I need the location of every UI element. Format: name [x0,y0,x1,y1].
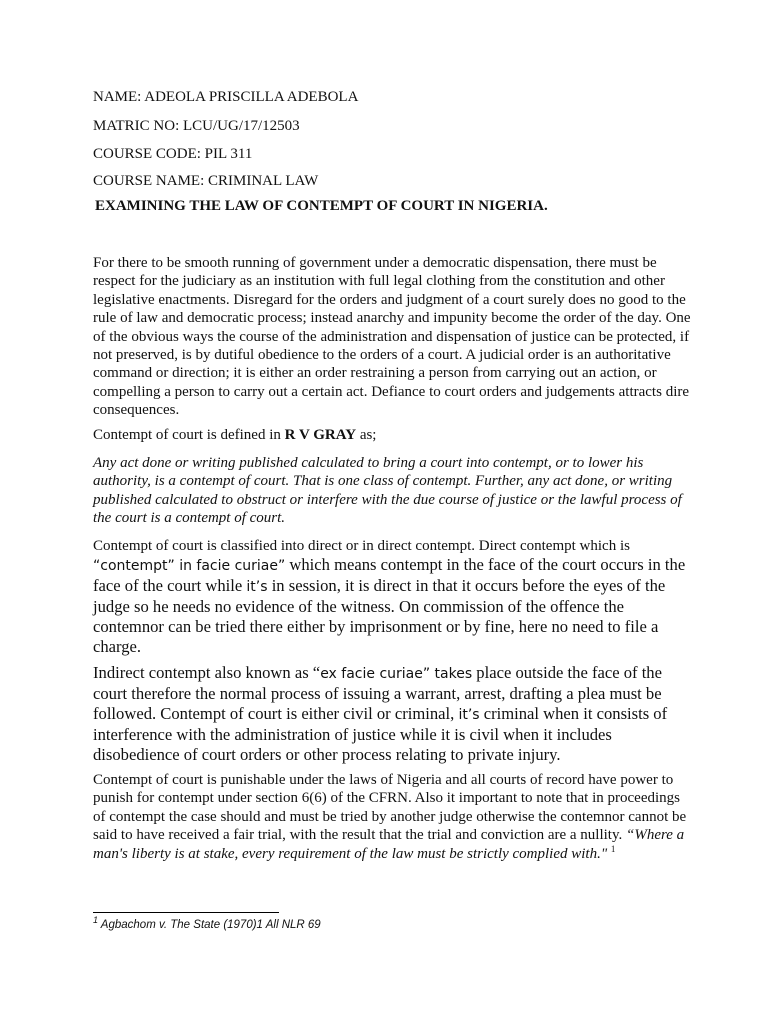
punishable-text: Contempt of court is punishable under the laws of Nigeria and all courts of record have power to punish for contempt under section 6(6) of the CFRN. Also it important to note that in proceedings of contempt the case should and must be tried by another judge otherwise the contemnor cannot be said to have received a fair trial, with the result that the trial and conviction are a nullity. [93,772,687,844]
footnote-separator [93,912,279,913]
footnote-text: Agbachom v. The State (1970)1 All NLR 69 [100,919,321,931]
indirect-its: it’s [458,707,480,723]
course-code: COURSE CODE: PIL 311 [93,146,253,162]
indirect-text-a: place outside the face of the court therefore the normal process of issuing a warrant, arrest, drafting a plea must be followed. Contempt of court is either civil or criminal, [93,663,662,723]
definition-line [93,426,693,444]
footnote-number: 1 [93,915,99,926]
footnote-reference: 1 [610,843,616,854]
indirect-text-b: criminal when it consists of interference with the administration of justice while it is civil when it includes disobedience of court orders or other process relating to private injury. [93,704,668,764]
classification-first-line: Contempt of court is classified into direct or in direct contempt. Direct contempt which is [93,538,630,554]
course-name: COURSE NAME: CRIMINAL LAW [93,173,319,189]
indirect-term: ex facie curiae” [320,666,431,682]
footnote [93,915,321,931]
quote-paragraph: Any act done or writing published calculated to bring a court into contempt, or to lower his authority, is a contempt of court. That is one class of contempt. Further, any act done, or writing published calculated to obstruct or interfere with the due course of justice or the lawful process of the court is a contempt of court. [93,455,682,527]
indirect-before: Indirect contempt also known as “ [93,663,321,682]
liberty-quote: “Where a man's liberty is at stake, every requirement of the law must be strictly complied with." [93,827,685,862]
classification-its: it’s [246,579,268,595]
classification-text-b: in session, it is direct in that it occurs before the eyes of the judge so he needs no evidence of the witness. On commission of the offence the contemnor can be tried there either by imprisonment or by fine, here no need to file a charge. [93,576,666,656]
definition-before: Contempt of court is defined in [93,427,285,443]
matric-number: MATRIC NO: LCU/UG/17/12503 [93,118,300,134]
intro-paragraph: For there to be smooth running of government under a democratic dispensation, there must be respect for the judiciary as an institution with full legal clothing from the constitution and other legislative enactments. Disregard for the orders and judgment of a court surely does no good to the rule of law and democratic process; instead anarchy and impunity become the order of the day. One of the obvious ways the course of the administration and dispensation of justice can be protected, if not preserved, is by dutiful obedience to the orders of a court. A judicial order is an authoritative command or direction; it is either an order restraining a person from carrying out an action, or compelling a person to carry out a certain act. Defiance to court orders and judgements attracts dire consequences. [93,255,691,419]
punishable-paragraph [93,771,693,863]
classification-text-a: which means contempt in the face of the court occurs in the face of the court while [93,555,686,595]
student-name: NAME: ADEOLA PRISCILLA ADEBOLA [93,89,359,105]
definition-after: as; [356,427,377,443]
document-title: EXAMINING THE LAW OF CONTEMPT OF COURT IN NIGERIA. [95,198,548,214]
indirect-paragraph [93,663,693,765]
classification-paragraph [93,555,693,657]
indirect-takes: takes [430,666,473,682]
case-name: R V GRAY [284,427,357,443]
classification-term: “contempt” in facie curiae” [93,558,286,574]
